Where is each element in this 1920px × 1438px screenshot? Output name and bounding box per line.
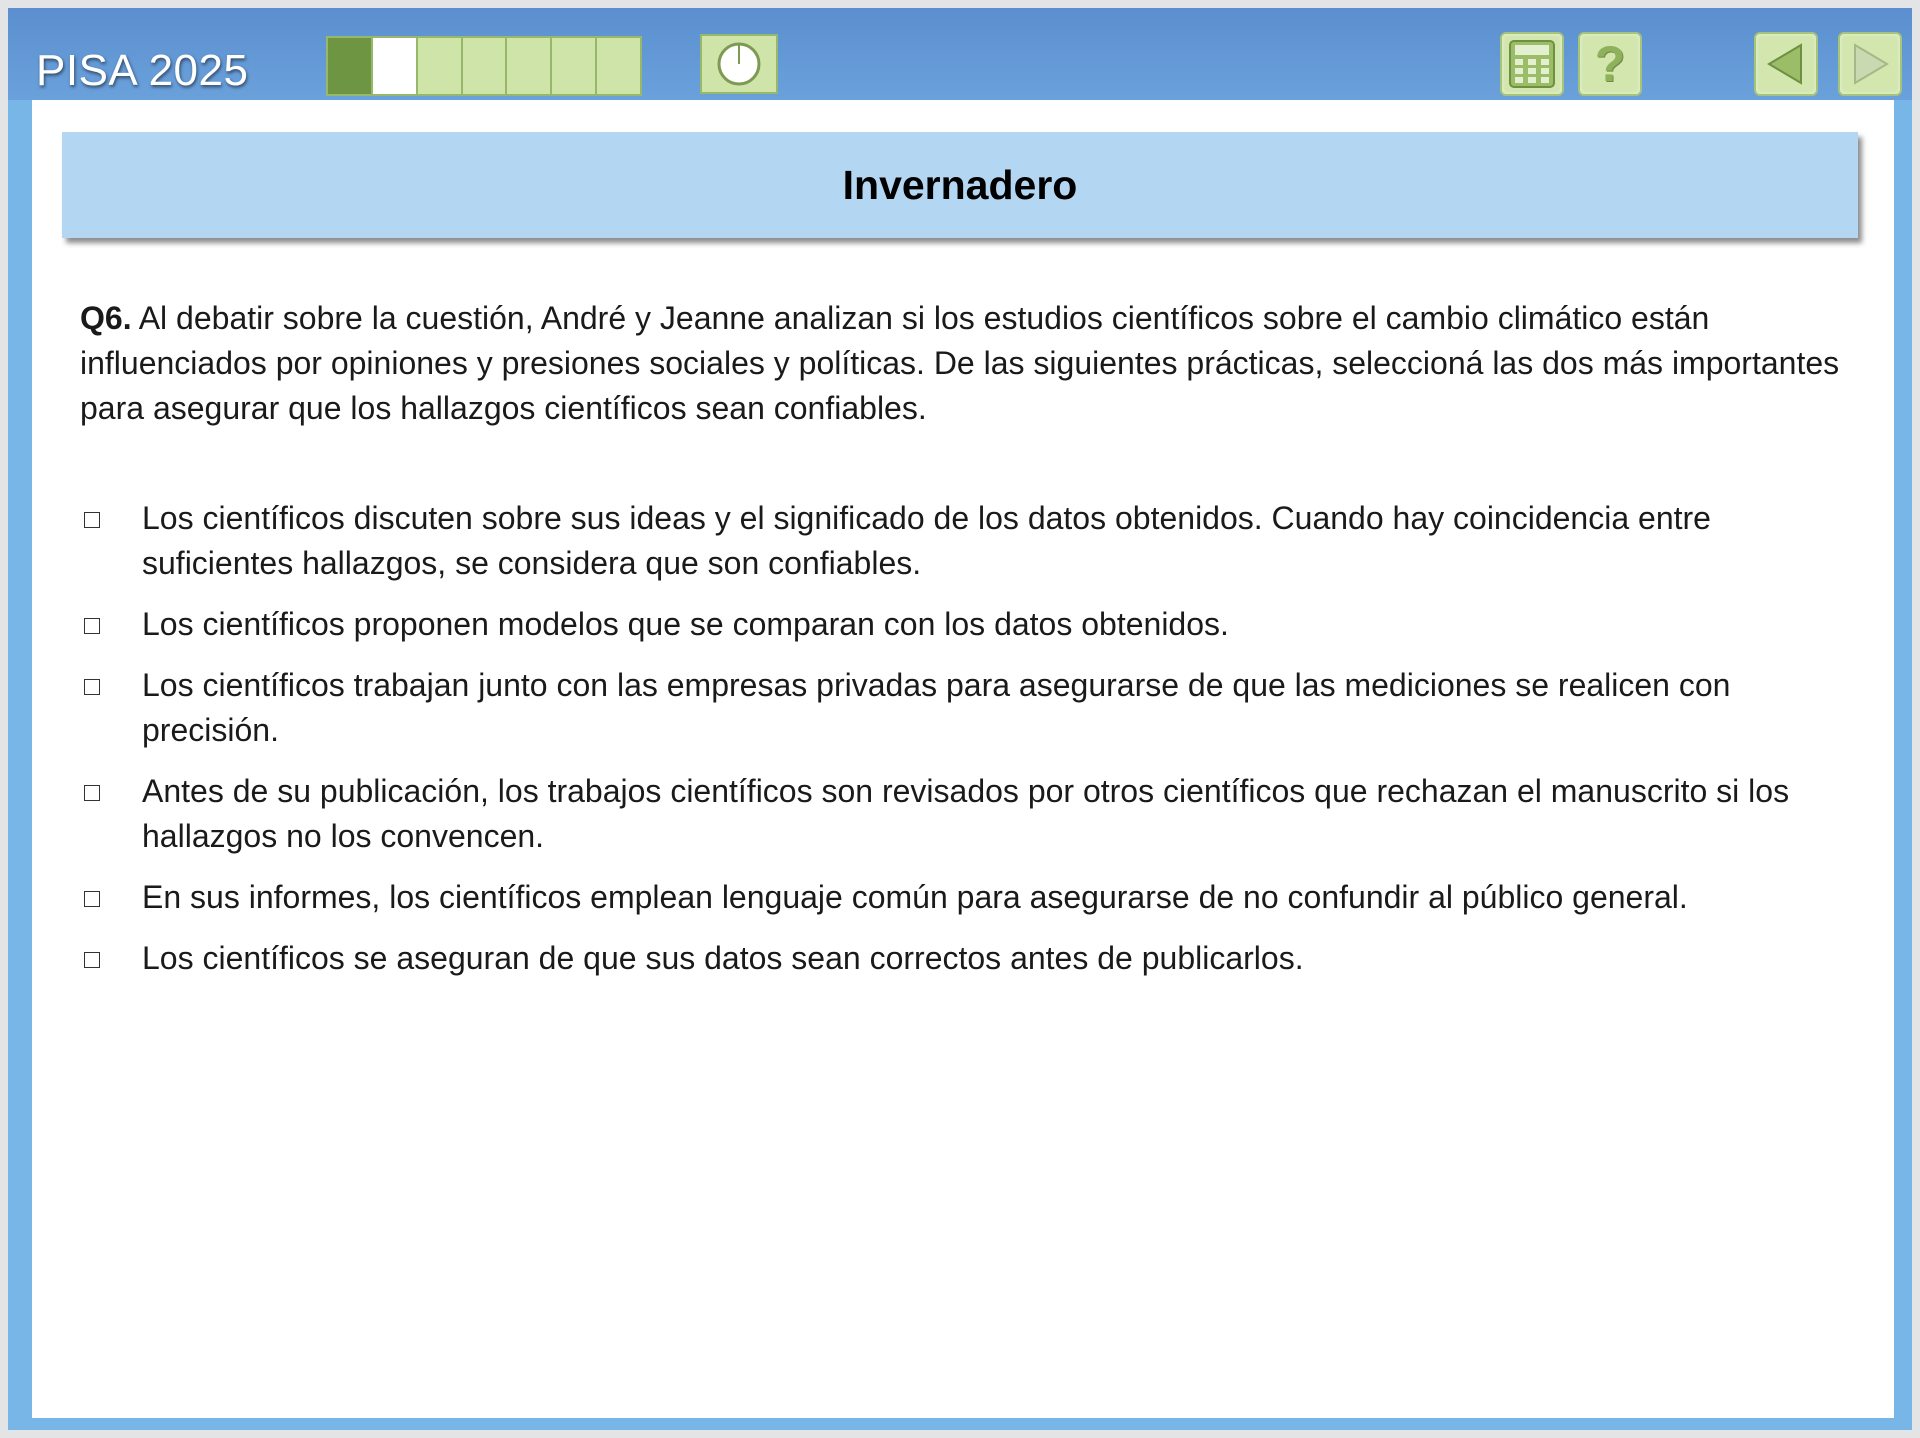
answer-option[interactable] [80,663,1870,753]
option-label: Los científicos se aseguran de que sus datos sean correctos antes de publicarlos. [142,940,1304,976]
progress-segment-remaining [418,38,463,94]
page-title: Invernadero [842,161,1078,208]
option-checkbox[interactable] [84,679,100,695]
option-checkbox[interactable] [84,891,100,907]
progress-segment-remaining [507,38,552,94]
answer-option[interactable] [80,936,1870,981]
answer-option[interactable] [80,769,1870,859]
next-button[interactable] [1838,32,1902,96]
question-text: Al debatir sobre la cuestión, André y Jeanne analizan si los estudios científicos sobre el cambio climático están influenciados por opiniones y presiones sociales y políticas. De las siguientes prácticas, seleccioná las dos más importantes para asegurar que los hallazgos científicos sean confiables. [80,300,1840,426]
option-checkbox[interactable] [84,785,100,801]
answer-options [80,496,1870,997]
option-label: Antes de su publicación, los trabajos científicos son revisados por otros científicos que rechazan el manuscrito si los hallazgos no los convencen. [142,773,1790,854]
progress-segment-completed [328,38,373,94]
previous-button[interactable] [1754,32,1818,96]
progress-segment-remaining [463,38,508,94]
option-label: Los científicos discuten sobre sus ideas y el significado de los datos obtenidos. Cuando hay coincidencia entre suficientes hallazgos, se considera que son confiables. [142,500,1711,581]
option-label: Los científicos proponen modelos que se comparan con los datos obtenidos. [142,606,1229,642]
progress-segment-remaining [597,38,640,94]
answer-option[interactable] [80,496,1870,586]
help-button[interactable] [1578,32,1642,96]
question-number: Q6. [80,300,132,336]
option-checkbox[interactable] [84,512,100,528]
calculator-button[interactable] [1500,32,1564,96]
progress-segment-remaining [552,38,597,94]
option-label: Los científicos trabajan junto con las empresas privadas para asegurarse de que las mediciones se realicen con precisión. [142,667,1731,748]
arrow-left-icon [1761,39,1811,89]
unit-title-bar [62,132,1858,238]
arrow-right-icon [1845,39,1895,89]
option-label: En sus informes, los científicos emplean lenguaje común para asegurarse de no confundir al público general. [142,879,1688,915]
answer-option[interactable] [80,602,1870,647]
timer-button[interactable] [700,34,778,94]
progress-segment-current [373,38,418,94]
answer-option[interactable] [80,875,1870,920]
help-icon: ? [1594,36,1626,92]
option-checkbox[interactable] [84,618,100,634]
brand-title: PISA 2025 [36,46,249,95]
progress-indicator [326,36,642,96]
top-toolbar [8,8,1912,100]
question-stem [80,296,1870,431]
option-checkbox[interactable] [84,952,100,968]
calculator-icon [1506,38,1558,90]
content-panel [32,100,1894,1418]
clock-icon [716,41,762,87]
